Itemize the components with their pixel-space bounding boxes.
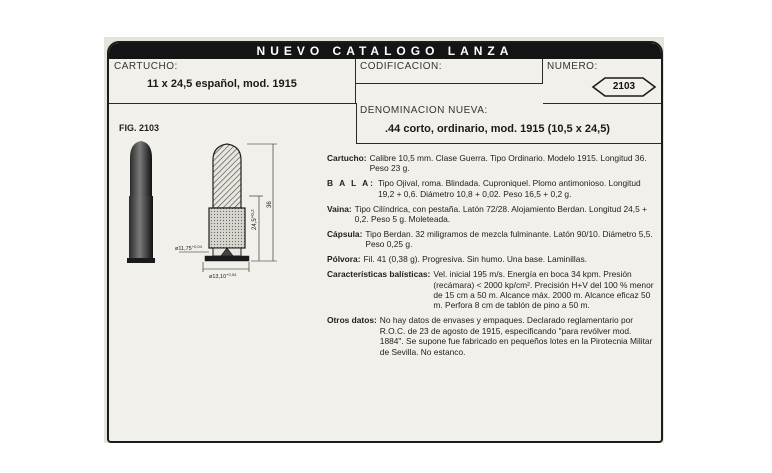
cartridge-figure bbox=[117, 138, 327, 288]
dim-rim: $ø11,75^{+0,04}$ bbox=[175, 244, 202, 252]
denominacion-label: DENOMINACION NUEVA: bbox=[360, 105, 488, 116]
spec-row bbox=[327, 178, 657, 199]
spec-text: No hay datos de envases y empaques. Declarado reglamentario por R.O.C. de 23 de agosto de 1915, especificando "para revólver mod. 1884". Se supone fue fabricado en pequeños lotes en la Pirotecnia Militar de Sevilla. No estanco. bbox=[379, 315, 653, 357]
spec-text: Fil. 41 (0,38 g). Progresiva. Sin humo. Una base. Laminillas. bbox=[363, 254, 587, 265]
specs-list bbox=[327, 153, 657, 361]
spec-text: Tipo Berdan. 32 miligramos de mezcla fulminante. Latón 90/10. Diámetro 5,5. Peso 0,25 g. bbox=[365, 228, 653, 250]
codificacion-label: CODIFICACION: bbox=[360, 61, 443, 72]
numero-label: NUMERO: bbox=[547, 61, 598, 72]
figure-number: FIG. 2103 bbox=[119, 123, 160, 133]
spec-key: Cápsula: bbox=[327, 228, 363, 239]
cartridge-section-drawing bbox=[179, 144, 277, 272]
spec-text: Tipo Cilíndrica, con pestaña. Latón 72/28. Alojamiento Berdan. Longitud 24,5 + 0,2. Peso 5 g. Moleteada. bbox=[354, 203, 647, 225]
spec-row bbox=[327, 153, 657, 174]
spec-text: Calibre 10,5 mm. Clase Guerra. Tipo Ordinario. Modelo 1915. Longitud 36. Peso 23 g. bbox=[369, 153, 647, 174]
dim-total: 36 bbox=[267, 201, 273, 208]
spec-row bbox=[327, 254, 657, 264]
spec-key: Cartucho: bbox=[327, 153, 367, 163]
catalog-card bbox=[107, 41, 663, 443]
spec-row bbox=[327, 315, 657, 357]
numero-diamond bbox=[591, 77, 657, 97]
spec-key: Otros datos: bbox=[327, 315, 377, 326]
spec-key: Pólvora: bbox=[327, 254, 361, 265]
dim-base: $ø13,10^{+0,04}$ bbox=[209, 272, 237, 280]
spec-key: Características balísticas: bbox=[327, 269, 431, 280]
catalog-title: NUEVO CATALOGO LANZA bbox=[109, 43, 661, 59]
spec-row bbox=[327, 269, 657, 311]
spec-key: B A L A: bbox=[327, 178, 375, 189]
denominacion-value: .44 corto, ordinario, mod. 1915 (10,5 x 24,5) bbox=[385, 123, 610, 135]
spec-text: Tipo Ojival, roma. Blindada. Cuproniquel. Plomo antimonioso. Longitud 19,2 + 0,6. Diámetro 10,8 + 0,02. Peso 16,5 + 0,2 g. bbox=[377, 178, 641, 199]
cartridge-photo bbox=[127, 141, 155, 263]
spec-row bbox=[327, 204, 657, 225]
dim-length: $24,5^{+0,2}$ bbox=[250, 209, 258, 230]
cartucho-value: 11 x 24,5 español, mod. 1915 bbox=[147, 78, 297, 90]
spec-key: Vaina: bbox=[327, 203, 352, 214]
cartucho-label: CARTUCHO: bbox=[114, 61, 178, 72]
spec-text: Vel. inicial 195 m/s. Energía en boca 34 kpm. Presión (recámara) < 2000 kp/cm². Precisión H+V del 100 % menor de 15 cm a 50 m. Alcance máx. 2000 m. Alcance eficaz 50 m. Perfora 8 cm de tablón de pino a 50 m. bbox=[433, 269, 654, 311]
spec-row bbox=[327, 229, 657, 250]
numero-value: 2103 bbox=[612, 81, 636, 92]
